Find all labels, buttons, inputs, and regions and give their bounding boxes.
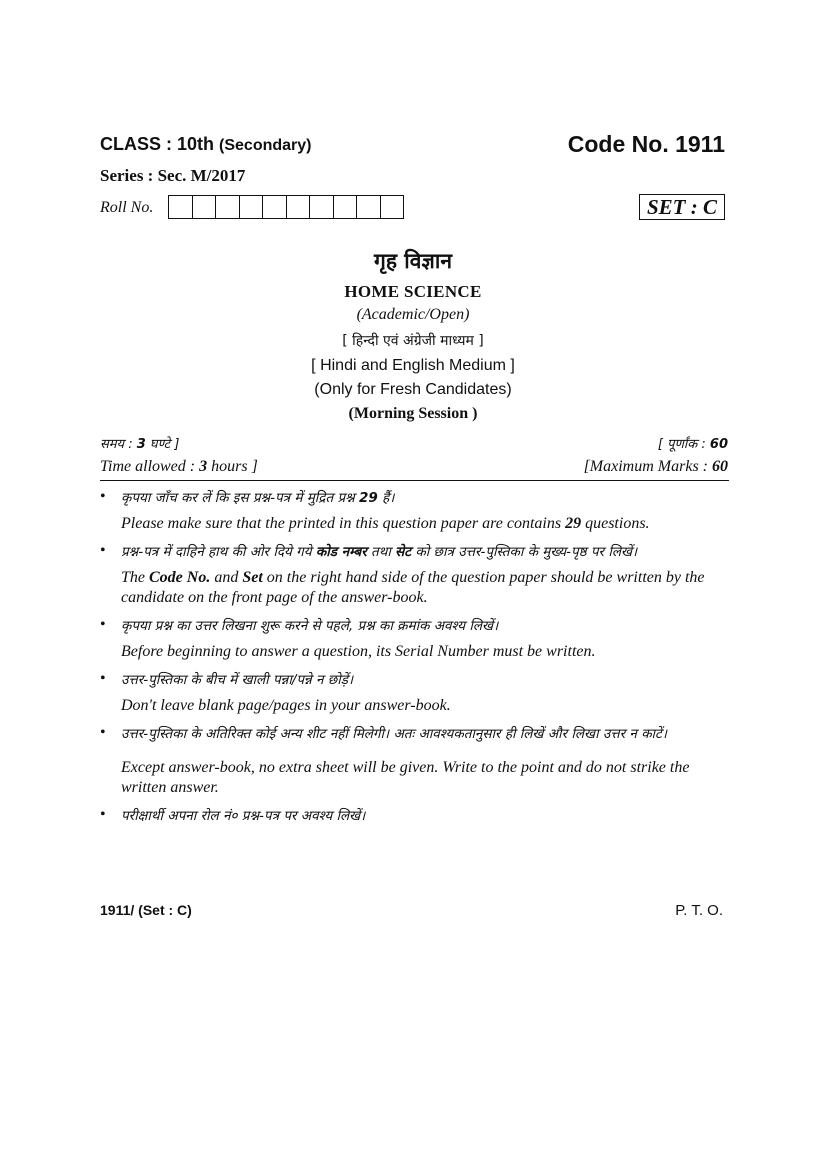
bullet-icon: • — [100, 542, 106, 559]
instruction-item — [100, 670, 730, 716]
roll-box — [381, 196, 404, 218]
time-hindi: समय : 3 घण्टे ] — [100, 437, 180, 452]
footer-pto: P. T. O. — [675, 902, 723, 919]
marks-hindi: [ पूर्णांक : 60 — [657, 437, 728, 452]
bullet-icon: • — [100, 724, 106, 741]
class-text: CLASS : 10th — [100, 134, 215, 154]
title-english: HOME SCIENCE — [344, 282, 482, 301]
bullet-icon: • — [100, 806, 106, 823]
set-badge: SET : C — [639, 194, 725, 220]
instruction-hindi: उत्तर-पुस्तिका के बीच में खाली पन्ना/पन्ने न छोड़ें। — [121, 672, 354, 688]
marks-english: [Maximum Marks : 60 — [583, 458, 728, 475]
instruction-hindi: कृपया जाँच कर लें कि इस प्रश्न-पत्र में मुद्रित प्रश्न 29 हैं। — [121, 490, 395, 506]
roll-box — [240, 196, 264, 218]
instruction-item — [100, 806, 730, 826]
series-label: Series : Sec. M/2017 — [100, 166, 246, 185]
title-hindi: गृह विज्ञान — [374, 249, 452, 273]
bullet-icon: • — [100, 488, 106, 505]
bullet-icon: • — [100, 616, 106, 633]
roll-box — [216, 196, 240, 218]
bullet-icon: • — [100, 670, 106, 687]
instruction-item — [100, 542, 730, 608]
medium-hindi: [ हिन्दी एवं अंग्रेजी माध्यम ] — [342, 333, 484, 349]
roll-number-label: Roll No. — [100, 199, 154, 216]
instruction-item — [100, 616, 730, 662]
roll-box — [357, 196, 381, 218]
roll-number-boxes — [168, 195, 404, 219]
fresh-candidates-label: (Only for Fresh Candidates) — [314, 381, 512, 398]
class-label — [100, 134, 312, 155]
divider — [100, 480, 729, 481]
medium-english: [ Hindi and English Medium ] — [311, 357, 515, 374]
instruction-hindi: प्रश्न-पत्र में दाहिने हाथ की ओर दिये गये कोड नम्बर तथा सेट को छात्र उत्तर-पुस्तिका के मुख्य-पृष्ठ पर लिखें। — [121, 544, 638, 560]
roll-box — [263, 196, 287, 218]
code-number: Code No. 1911 — [567, 131, 725, 157]
session-label: (Morning Session ) — [348, 405, 478, 422]
instruction-item — [100, 724, 730, 798]
instruction-item — [100, 488, 730, 534]
time-marks-hindi — [100, 434, 728, 452]
academic-open-label: (Academic/Open) — [356, 306, 470, 323]
roll-box — [287, 196, 311, 218]
instruction-hindi: उत्तर-पुस्तिका के अतिरिक्त कोई अन्य शीट नहीं मिलेगी। अतः आवश्यकतानुसार ही लिखें और लिखा उत्तर न काटें। — [121, 726, 667, 742]
instruction-english: Except answer-book, no extra sheet will be given. Write to the point and do not strike the written answer. — [121, 759, 690, 796]
instruction-english: Don't leave blank page/pages in your answer-book. — [121, 697, 451, 714]
footer-code: 1911/ (Set : C) — [100, 902, 192, 918]
roll-box — [193, 196, 217, 218]
roll-box — [169, 196, 193, 218]
instructions-list — [100, 488, 730, 832]
time-marks-english — [100, 458, 728, 476]
roll-box — [334, 196, 358, 218]
instruction-hindi: कृपया प्रश्न का उत्तर लिखना शुरू करने से पहले, प्रश्न का क्रमांक अवश्य लिखें। — [121, 618, 499, 634]
instruction-english: Before beginning to answer a question, its Serial Number must be written. — [121, 643, 596, 660]
instruction-english: Please make sure that the printed in this question paper are contains 29 questions. — [121, 515, 650, 532]
time-english: Time allowed : 3 hours ] — [100, 458, 258, 475]
roll-box — [310, 196, 334, 218]
class-subtext: (Secondary) — [219, 137, 312, 154]
instruction-hindi: परीक्षार्थी अपना रोल नं० प्रश्न-पत्र पर अवश्य लिखें। — [121, 808, 366, 824]
instruction-english: The Code No. and Set on the right hand side of the question paper should be written by the candidate on the front page of the answer-book. — [121, 569, 705, 606]
